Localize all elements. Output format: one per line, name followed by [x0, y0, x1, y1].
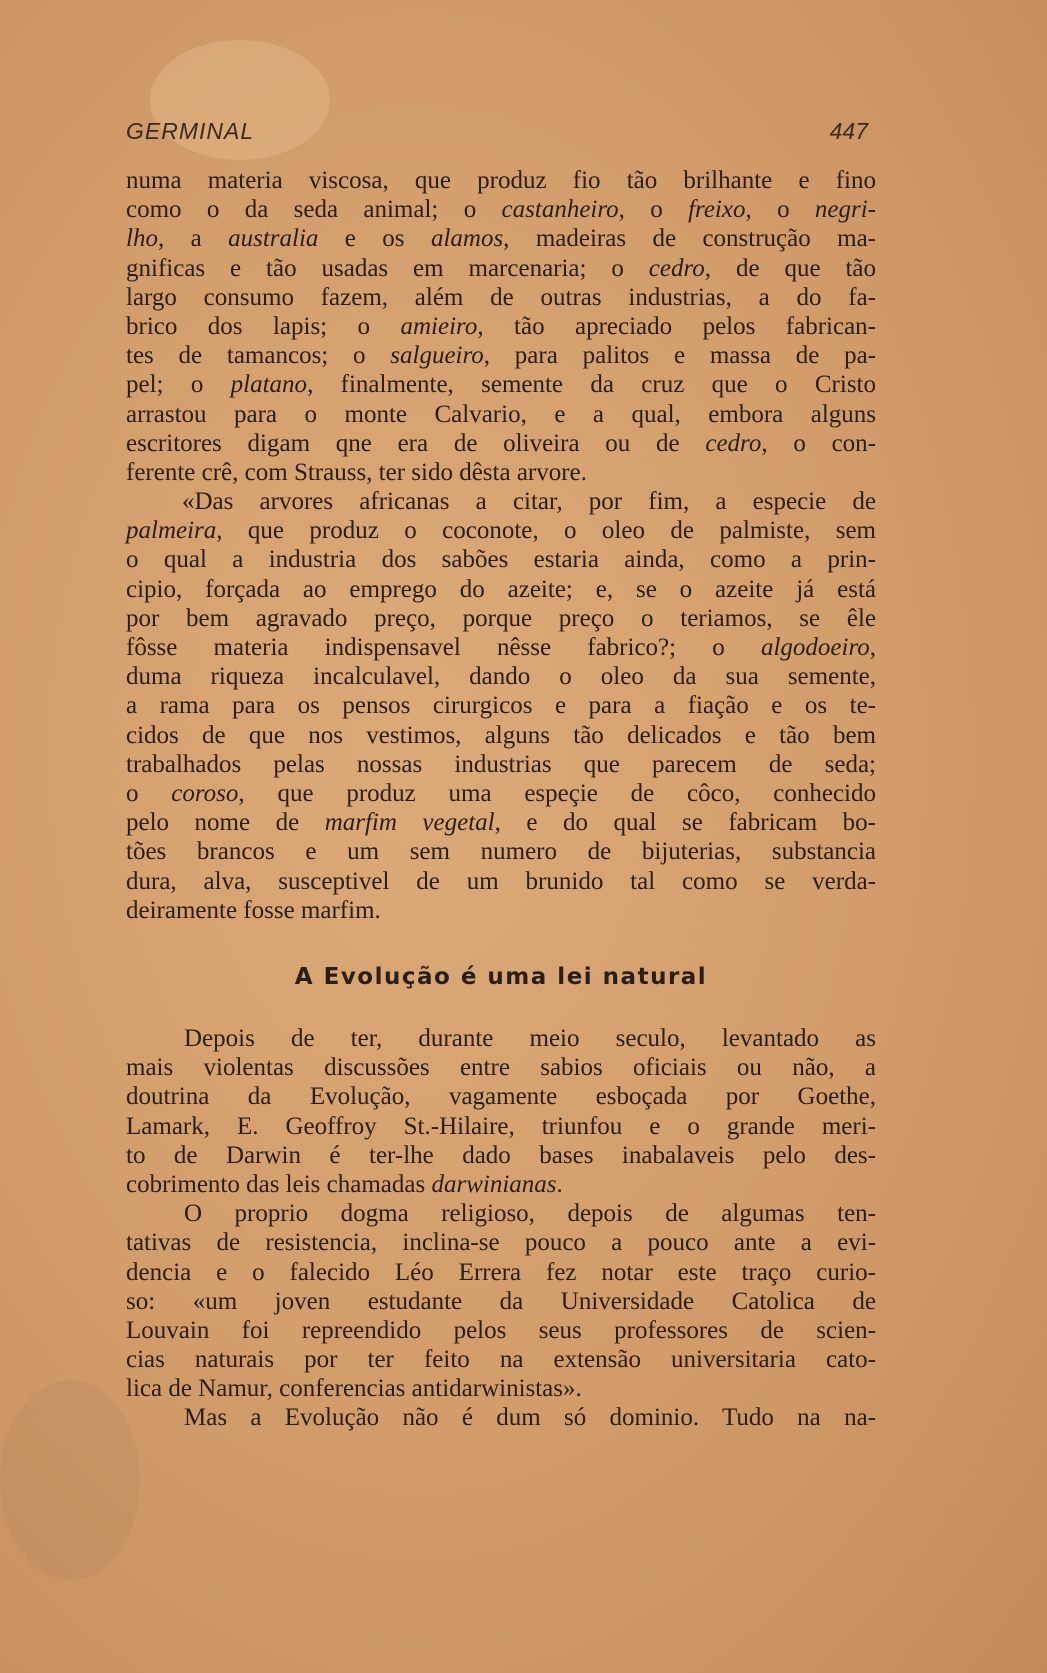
text-line: largo consumo fazem, além de outras industrias, a do fa- [126, 283, 876, 311]
text-line: to de Darwin é ter-lhe dado bases inabalaveis pelo des- [126, 1141, 876, 1169]
text-line: brico dos lapis; o amieiro, tão apreciado pelos fabrican- [126, 312, 876, 340]
text-line: tativas de resistencia, inclina-se pouco a pouco ante a evi- [126, 1229, 876, 1257]
text-line: O proprio dogma religioso, depois de algumas ten- [184, 1200, 876, 1228]
text-line: doutrina da Evolução, vagamente esboçada por Goethe, [126, 1083, 876, 1111]
text-line: gnificas e tão usadas em marcenaria; o cedro, de que tão [126, 254, 877, 282]
text-line: deiramente fosse marfim. [126, 896, 381, 924]
text-line: lica de Namur, conferencias antidarwinistas». [126, 1375, 582, 1403]
text-line: so: «um joven estudante da Universidade Catolica de [126, 1287, 876, 1315]
text-line: como o da seda animal; o castanheiro, o freixo, o negri- [126, 196, 877, 224]
text-line: dura, alva, susceptivel de um brunido tal como se verda- [126, 867, 876, 895]
section-heading: A Evolução é uma lei natural [294, 964, 708, 990]
page-number: 447 [829, 118, 868, 144]
text-line: palmeira, que produz o coconote, o oleo de palmiste, sem [126, 517, 876, 545]
running-title: GERMINAL [126, 118, 255, 144]
text-line: o qual a industria dos sabões estaria ainda, como a prin- [126, 546, 876, 574]
text-line: pel; o platano, finalmente, semente da cruz que o Cristo [126, 371, 876, 399]
page-header [120, 118, 868, 148]
body-text-section-1 [126, 166, 876, 925]
text-line: tões brancos e um sem numero de bijuterias, substancia [126, 838, 876, 866]
text-line: Lamark, E. Geoffroy St.-Hilaire, triunfou e o grande meri- [126, 1112, 876, 1140]
text-line: dencia e o falecido Léo Errera fez notar este traço curio- [126, 1258, 876, 1286]
text-line: Louvain foi repreendido pelos seus professores de scien- [126, 1316, 876, 1344]
text-line: mais violentas discussões entre sabios oficiais ou não, a [126, 1054, 876, 1082]
text-line: arrastou para o monte Calvario, e a qual, embora alguns [126, 400, 876, 428]
text-line: lho, a australia e os alamos, madeiras de construção ma- [126, 225, 876, 253]
text-line: cidos de que nos vestimos, alguns tão delicados e tão bem [126, 721, 876, 749]
text-line: fôsse materia indispensavel nêsse fabrico?; o algodoeiro, [126, 634, 876, 661]
text-line: «Das arvores africanas a citar, por fim, a especie de [182, 488, 876, 516]
text-line: cias naturais por ter feito na extensão universitaria cato- [126, 1346, 876, 1374]
text-line: trabalhados pelas nossas industrias que parecem de seda; [126, 750, 876, 778]
body-text-section-2 [126, 1024, 876, 1433]
text-line: tes de tamancos; o salgueiro, para palitos e massa de pa- [126, 342, 876, 370]
text-line: cipio, forçada ao emprego do azeite; e, se o azeite já está [126, 575, 876, 603]
text-line: cobrimento das leis chamadas darwinianas. [126, 1170, 563, 1198]
text-line: escritores digam qne era de oliveira ou de cedro, o con- [126, 429, 877, 457]
text-line: pelo nome de marfim vegetal, e do qual se fabricam bo- [126, 809, 876, 837]
text-line: Depois de ter, durante meio seculo, levantado as [184, 1025, 876, 1052]
text-line: por bem agravado preço, porque preço o teriamos, se êle [126, 604, 876, 632]
text-line: a rama para os pensos cirurgicos e para a fiação e os te- [126, 692, 876, 720]
text-line: o coroso, que produz uma espeçie de côco, conhecido [126, 779, 876, 807]
text-line: Mas a Evolução não é dum só dominio. Tudo na na- [184, 1404, 876, 1432]
text-line: duma riqueza incalculavel, dando o oleo da sua semente, [126, 663, 876, 691]
text-line: ferente crê, com Strauss, ter sido dêsta arvore. [126, 458, 587, 486]
paper-stain [0, 1380, 140, 1580]
text-line: numa materia viscosa, que produz fio tão brilhante e fino [126, 167, 876, 194]
